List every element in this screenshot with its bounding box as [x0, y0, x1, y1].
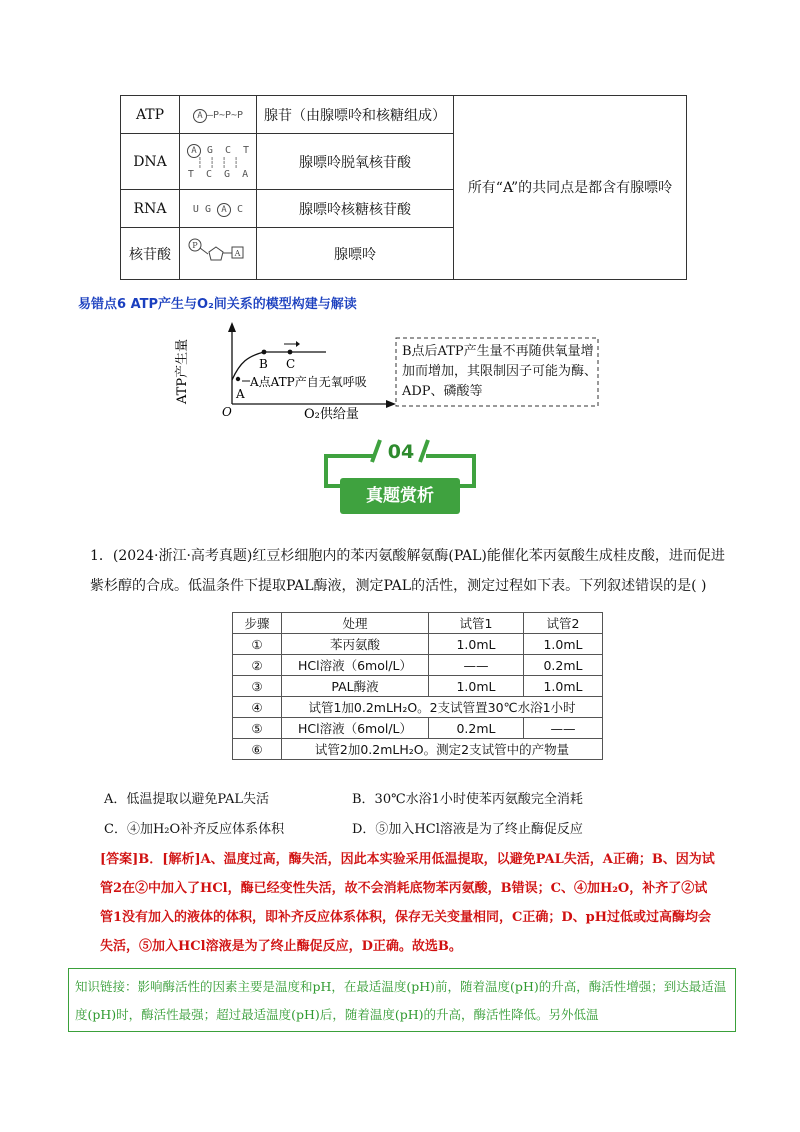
- row-name: DNA: [121, 134, 180, 190]
- option-b: B．30℃水浴1小时使苯丙氨酸完全消耗: [352, 792, 583, 807]
- knowledge-link-box: 知识链接：影响酶活性的因素主要是温度和pH，在最适温度(pH)前，随着温度(pH)的升高，酶活性增强；到达最适温度(pH)时，酶活性最强；超过最适温度(pH)后，随着温度(pH)的升高，酶活性降低。另外低温: [68, 968, 736, 1032]
- tube1-cell: ——: [429, 655, 524, 676]
- banner-number: 04: [387, 441, 415, 463]
- point-a-annotation: A点ATP产自无氧呼吸: [250, 375, 367, 389]
- table-row: [233, 697, 603, 718]
- process-cell: HCl溶液（6mol/L）: [282, 655, 429, 676]
- question-text: 1．(2024·浙江·高考真题)红豆杉细胞内的苯丙氨酸解氨酶(PAL)能催化苯丙氨酸生成桂皮酸，进而促进紫杉醇的合成。低温条件下提取PAL酶液，测定PAL的活性，测定过程如下表。下列叙述错误的是( ): [90, 548, 725, 594]
- svg-text:P: P: [192, 240, 198, 250]
- x-axis-label: O₂供给量: [304, 407, 359, 422]
- step-cell: ⑤: [233, 718, 282, 739]
- svg-text:A: A: [234, 248, 241, 258]
- process-cell: 苯丙氨酸: [282, 634, 429, 655]
- point-c-label: C: [286, 357, 296, 371]
- tube1-cell: 0.2mL: [429, 718, 524, 739]
- adenine-comparison-table: [120, 95, 687, 280]
- merged-process-cell: 试管1加0.2mLH₂O。2支试管置30℃水浴1小时: [282, 697, 603, 718]
- point-b-label: B: [259, 357, 268, 371]
- tube1-cell: 1.0mL: [429, 634, 524, 655]
- table-row: [233, 718, 603, 739]
- banner-label: 真题赏析: [340, 478, 460, 514]
- y-axis-label: ATP产生量: [175, 338, 190, 404]
- row-name: ATP: [121, 96, 180, 134]
- row-desc: 腺嘌呤: [257, 228, 454, 280]
- table-row: [233, 655, 603, 676]
- atp-structure-icon: A —P~P~P: [180, 96, 257, 134]
- limiting-factor-note: B点后ATP产生量不再随供氧量增加而增加，其限制因子可能为酶、ADP、磷酸等: [402, 344, 598, 399]
- answer-explanation: [答案]B．[解析]A、温度过高，酶失活，因此本实验采用低温提取，以避免PAL失活，A正确；B、因为试管2在②中加入了HCl，酶已经变性失活，故不会消耗底物苯丙氨酸，B错误；C、④加H₂O，补齐了②试管1没有加入的液体的体积，即补齐反应体系体积，保存无关变量相同，C正确；D、pH过低或过高酶均会失活，⑤加入HCl溶液是为了终止酶促反应，D正确。故选B。: [100, 852, 715, 954]
- section-title: 易错点6 ATP产生与O₂间关系的模型构建与解读: [78, 297, 357, 312]
- table-row: [233, 634, 603, 655]
- dna-structure-icon: A G C T ┆ ┆ ┆ ┆ T C G A: [180, 134, 257, 190]
- row-desc: 腺嘌呤脱氧核苷酸: [257, 134, 454, 190]
- tube2-cell: 1.0mL: [524, 676, 603, 697]
- option-d: D．⑤加入HCl溶液是为了终止酶促反应: [352, 822, 583, 837]
- origin-label: O: [222, 405, 232, 419]
- process-cell: PAL酶液: [282, 676, 429, 697]
- column-header: 步骤: [233, 613, 282, 634]
- row-name: 核苷酸: [121, 228, 180, 280]
- table-row: [233, 739, 603, 760]
- table-row: [233, 676, 603, 697]
- option-a: A．低温提取以避免PAL失活: [104, 792, 269, 807]
- row-desc: 腺嘌呤核糖核苷酸: [257, 190, 454, 228]
- column-header: 处理: [282, 613, 429, 634]
- table-row: [121, 96, 687, 134]
- tube2-cell: ——: [524, 718, 603, 739]
- column-header: 试管1: [429, 613, 524, 634]
- experiment-table: [232, 612, 603, 760]
- process-cell: HCl溶液（6mol/L）: [282, 718, 429, 739]
- tube1-cell: 1.0mL: [429, 676, 524, 697]
- tube2-cell: 0.2mL: [524, 655, 603, 676]
- merged-process-cell: 试管2加0.2mLH₂O。测定2支试管中的产物量: [282, 739, 603, 760]
- point-a-label: A: [236, 387, 245, 401]
- step-cell: ③: [233, 676, 282, 697]
- step-cell: ⑥: [233, 739, 282, 760]
- column-header: 试管2: [524, 613, 603, 634]
- tube2-cell: 1.0mL: [524, 634, 603, 655]
- row-name: RNA: [121, 190, 180, 228]
- option-c: C．④加H₂O补齐反应体系体积: [104, 822, 285, 837]
- row-desc: 腺苷（由腺嘌呤和核糖组成）: [257, 96, 454, 134]
- step-cell: ④: [233, 697, 282, 718]
- step-cell: ①: [233, 634, 282, 655]
- rna-structure-icon: U G A C: [180, 190, 257, 228]
- shared-note: 所有“A”的共同点是都含有腺嘌呤: [454, 96, 687, 280]
- table-header-row: [233, 613, 603, 634]
- step-cell: ②: [233, 655, 282, 676]
- nucleotide-structure-icon: [180, 228, 257, 280]
